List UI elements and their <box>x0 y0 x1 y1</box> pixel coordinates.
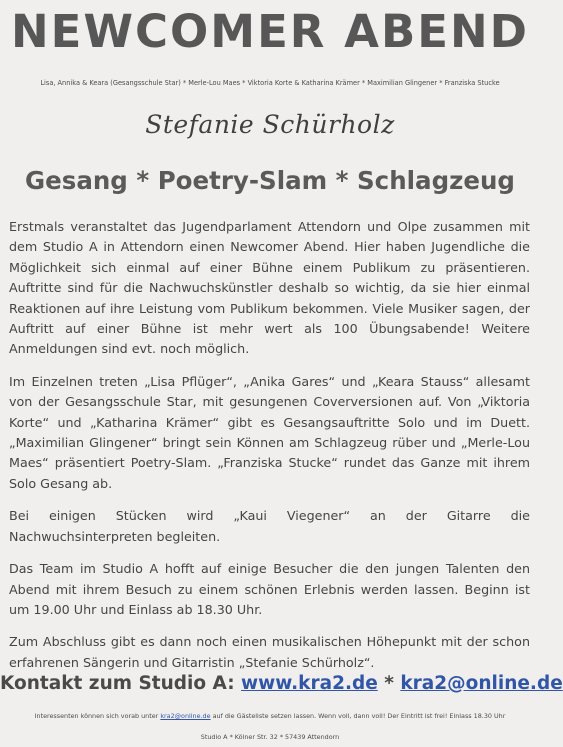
studio-address: Studio A * Kölner Str. 32 * 57439 Attendorn <box>200 733 340 741</box>
contact-line <box>0 673 563 694</box>
email-link[interactable]: kra2@online.de <box>400 673 563 694</box>
note-before: Interessenten können sich vorab unter <box>34 712 159 720</box>
paragraph-intro: Erstmals veranstaltet das Jugendparlament Attendorn und Olpe zusammen mit dem Studio A in Attendorn einen Newcomer Abend. Hier haben Jugendliche die Möglichkeit sich einmal auf einer Bühne einem Publikum zu präsentieren. Auftritte sind für die Nachwuchskünstler deshalb so wichtig, da sie hier einmal Reaktionen auf ihre Leistung vom Publikum bekommen. Viele Musiker sagen, der Auftritt auf einer Bühne ist mehr wert als 100 Übungsabende! Weitere Anmeldungen sind evt. noch möglich. <box>9 219 530 357</box>
note-email-link[interactable]: kra2@online.de <box>160 712 211 720</box>
contact-separator: * <box>384 673 394 694</box>
paragraph-timing: Das Team im Studio A hofft auf einige Besucher die den jungen Talenten den Abend mit ihrem Besuch zu einem schönen Erlebnis werden lassen. Beginn ist um 19.00 Uhr und Einlass ab 18.30 Uhr. <box>9 561 530 617</box>
paragraph-finale: Zum Abschluss gibt es dann noch einen musikalischen Höhepunkt mit der schon erfahrenen Sängerin und Gitarristin „Stefanie Schürholz“. <box>9 634 530 670</box>
flyer-title: NEWCOMER ABEND <box>10 5 530 58</box>
paragraph-guitar: Bei einigen Stücken wird „Kaui Viegener“ an der Gitarre die Nachwuchsinterpreten begleiten. <box>9 508 530 544</box>
contact-label: Kontakt zum Studio A: <box>0 673 235 694</box>
performers-line: Lisa, Annika & Keara (Gesangsschule Star) * Merle-Lou Maes * Viktoria Korte & Katharina Krämer * Maximilian Glingener * Franziska Stucke <box>40 79 500 87</box>
event-subtitle: Gesang * Poetry-Slam * Schlagzeug <box>25 166 515 195</box>
note-after: auf die Gästeliste setzen lassen. Wenn voll, dann voll! Der Eintritt ist frei! Einlass 18.30 Uhr <box>212 712 506 720</box>
website-link[interactable]: www.kra2.de <box>241 673 378 694</box>
guestlist-note <box>0 712 540 720</box>
headliner-signature: Stefanie Schürholz <box>145 110 395 139</box>
paragraph-lineup: Im Einzelnen treten „Lisa Pflüger“, „Anika Gares“ und „Keara Stauss“ allesamt von der Gesangsschule Star, mit gesungenen Coverversionen auf. Von „Viktoria Korte“ und „Katharina Krämer“ gibt es Gesangsauftritte Solo und im Duett. „Maximilian Glingener“ bringt sein Können am Schlagzeug rüber und „Merle-Lou Maes“ präsentiert Poetry-Slam. „Franziska Stucke“ rundet das Ganze mit ihrem Solo Gesang ab. <box>9 373 530 491</box>
body-text <box>9 217 530 685</box>
